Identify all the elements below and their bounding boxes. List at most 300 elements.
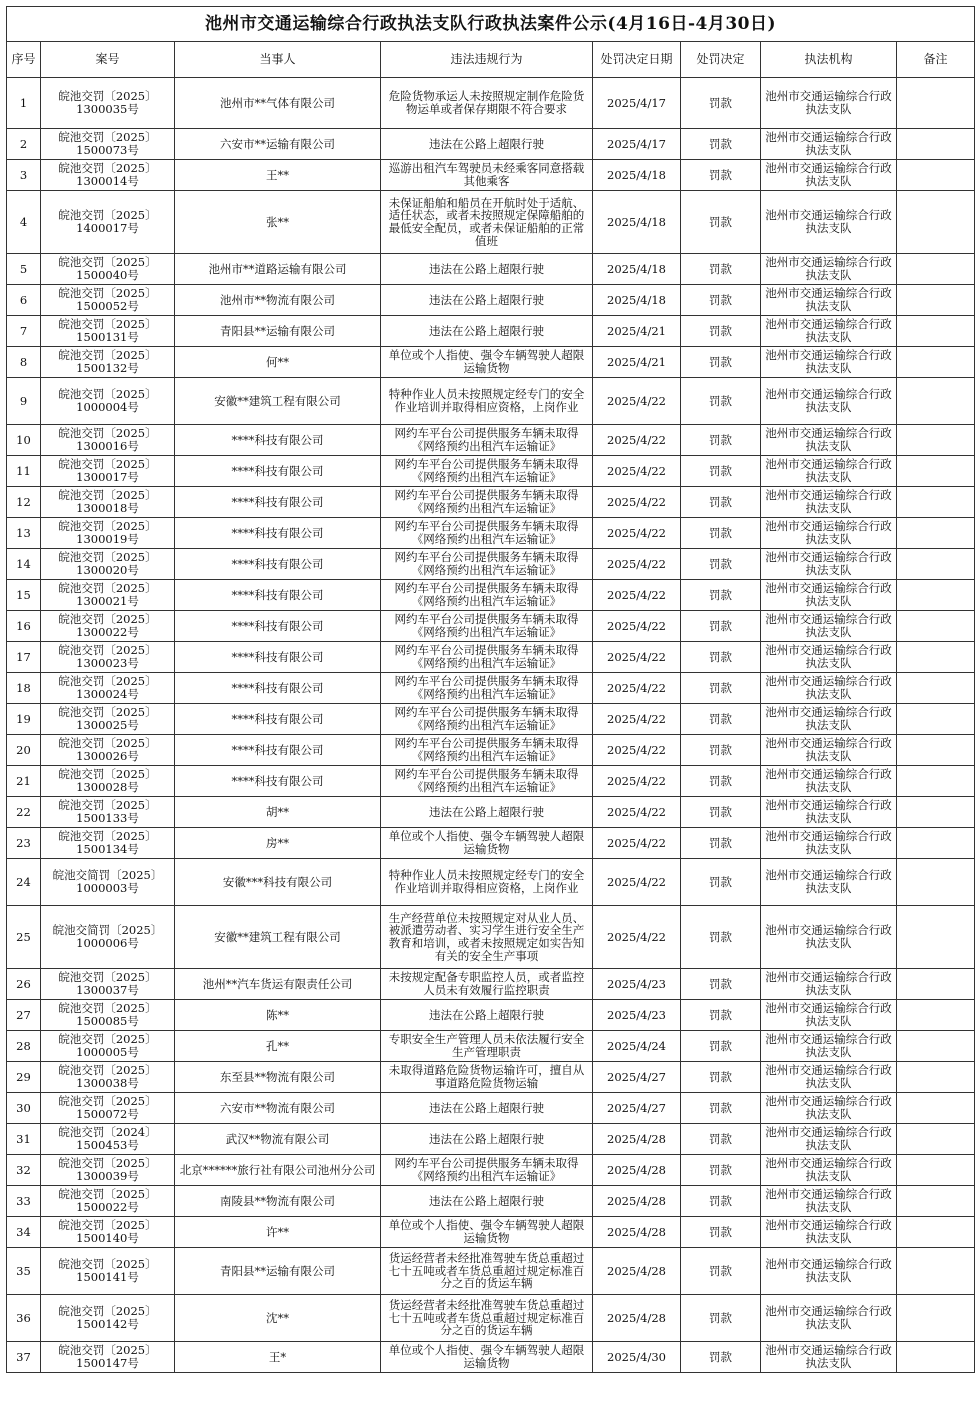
cell-decision: 罚款 bbox=[681, 160, 761, 191]
cell-party-name: ****科技有限公司 bbox=[175, 673, 381, 704]
cell-agency: 池州市交通运输综合行政执法支队 bbox=[761, 129, 897, 160]
cell-violation: 违法在公路上超限行驶 bbox=[381, 316, 593, 347]
cell-party-name: 池州**汽车货运有限责任公司 bbox=[175, 969, 381, 1000]
cell-note bbox=[897, 906, 975, 969]
cell-case-number: 皖池交罚〔2025〕1500085号 bbox=[41, 1000, 175, 1031]
cell-note bbox=[897, 456, 975, 487]
cell-party-name: 青阳县**运输有限公司 bbox=[175, 1248, 381, 1295]
cell-decision: 罚款 bbox=[681, 347, 761, 378]
cell-agency: 池州市交通运输综合行政执法支队 bbox=[761, 549, 897, 580]
table-row bbox=[7, 191, 975, 254]
cell-case-number: 皖池交罚〔2025〕1300038号 bbox=[41, 1062, 175, 1093]
cell-decision: 罚款 bbox=[681, 906, 761, 969]
cell-agency: 池州市交通运输综合行政执法支队 bbox=[761, 254, 897, 285]
cell-party-name: 池州市**气体有限公司 bbox=[175, 78, 381, 129]
cell-case-number: 皖池交罚〔2025〕1500052号 bbox=[41, 285, 175, 316]
cell-row-number: 35 bbox=[7, 1248, 41, 1295]
cell-decision-date: 2025/4/18 bbox=[593, 191, 681, 254]
cell-decision-date: 2025/4/22 bbox=[593, 378, 681, 425]
cell-note bbox=[897, 1217, 975, 1248]
cell-case-number: 皖池交罚〔2025〕1300019号 bbox=[41, 518, 175, 549]
cell-agency: 池州市交通运输综合行政执法支队 bbox=[761, 1155, 897, 1186]
cell-violation: 特种作业人员未按照规定经专门的安全作业培训并取得相应资格，上岗作业 bbox=[381, 859, 593, 906]
cell-case-number: 皖池交罚〔2025〕1300023号 bbox=[41, 642, 175, 673]
cell-row-number: 29 bbox=[7, 1062, 41, 1093]
table-row bbox=[7, 1342, 975, 1373]
cell-case-number: 皖池交罚〔2025〕1500132号 bbox=[41, 347, 175, 378]
cell-decision-date: 2025/4/22 bbox=[593, 906, 681, 969]
cell-decision-date: 2025/4/22 bbox=[593, 611, 681, 642]
cell-case-number: 皖池交罚〔2025〕1300024号 bbox=[41, 673, 175, 704]
cell-decision: 罚款 bbox=[681, 378, 761, 425]
cell-agency: 池州市交通运输综合行政执法支队 bbox=[761, 1062, 897, 1093]
cell-row-number: 36 bbox=[7, 1295, 41, 1342]
table-row bbox=[7, 316, 975, 347]
cell-decision: 罚款 bbox=[681, 797, 761, 828]
cell-decision-date: 2025/4/22 bbox=[593, 456, 681, 487]
cell-decision: 罚款 bbox=[681, 1000, 761, 1031]
table-row bbox=[7, 160, 975, 191]
cell-decision-date: 2025/4/18 bbox=[593, 285, 681, 316]
cell-note bbox=[897, 316, 975, 347]
cell-decision-date: 2025/4/22 bbox=[593, 425, 681, 456]
cell-agency: 池州市交通运输综合行政执法支队 bbox=[761, 797, 897, 828]
cell-decision-date: 2025/4/22 bbox=[593, 518, 681, 549]
cell-party-name: 东至县**物流有限公司 bbox=[175, 1062, 381, 1093]
cell-note bbox=[897, 797, 975, 828]
cell-decision-date: 2025/4/21 bbox=[593, 347, 681, 378]
cell-violation: 特种作业人员未按照规定经专门的安全作业培训并取得相应资格，上岗作业 bbox=[381, 378, 593, 425]
header-decision-date: 处罚决定日期 bbox=[593, 42, 681, 78]
cell-agency: 池州市交通运输综合行政执法支队 bbox=[761, 191, 897, 254]
cell-agency: 池州市交通运输综合行政执法支队 bbox=[761, 1248, 897, 1295]
cell-violation: 巡游出租汽车驾驶员未经乘客同意搭载其他乘客 bbox=[381, 160, 593, 191]
cell-decision: 罚款 bbox=[681, 580, 761, 611]
cell-decision: 罚款 bbox=[681, 1155, 761, 1186]
cell-case-number: 皖池交罚〔2025〕1400017号 bbox=[41, 191, 175, 254]
cell-agency: 池州市交通运输综合行政执法支队 bbox=[761, 518, 897, 549]
header-note: 备注 bbox=[897, 42, 975, 78]
cell-note bbox=[897, 378, 975, 425]
cell-row-number: 16 bbox=[7, 611, 41, 642]
cell-note bbox=[897, 673, 975, 704]
cell-row-number: 22 bbox=[7, 797, 41, 828]
table-row bbox=[7, 1093, 975, 1124]
cell-violation: 货运经营者未经批准驾驶车货总重超过七十五吨或者车货总重超过规定标准百分之百的货运车辆 bbox=[381, 1295, 593, 1342]
document-sheet bbox=[6, 6, 974, 1373]
cell-row-number: 11 bbox=[7, 456, 41, 487]
cell-note bbox=[897, 487, 975, 518]
cell-row-number: 9 bbox=[7, 378, 41, 425]
cell-decision-date: 2025/4/27 bbox=[593, 1093, 681, 1124]
cell-agency: 池州市交通运输综合行政执法支队 bbox=[761, 642, 897, 673]
cell-case-number: 皖池交罚〔2025〕1500142号 bbox=[41, 1295, 175, 1342]
cell-case-number: 皖池交罚〔2025〕1300014号 bbox=[41, 160, 175, 191]
cell-violation: 网约车平台公司提供服务车辆未取得《网络预约出租汽车运输证》 bbox=[381, 642, 593, 673]
cell-case-number: 皖池交罚〔2025〕1500072号 bbox=[41, 1093, 175, 1124]
header-violation: 违法违规行为 bbox=[381, 42, 593, 78]
table-row bbox=[7, 704, 975, 735]
cell-note bbox=[897, 580, 975, 611]
cell-decision-date: 2025/4/22 bbox=[593, 580, 681, 611]
cell-decision: 罚款 bbox=[681, 1248, 761, 1295]
cell-decision-date: 2025/4/22 bbox=[593, 673, 681, 704]
cell-note bbox=[897, 549, 975, 580]
cell-violation: 网约车平台公司提供服务车辆未取得《网络预约出租汽车运输证》 bbox=[381, 456, 593, 487]
cell-party-name: 池州市**物流有限公司 bbox=[175, 285, 381, 316]
cell-agency: 池州市交通运输综合行政执法支队 bbox=[761, 285, 897, 316]
cell-case-number: 皖池交罚〔2025〕1300028号 bbox=[41, 766, 175, 797]
cell-decision: 罚款 bbox=[681, 1124, 761, 1155]
cell-decision-date: 2025/4/22 bbox=[593, 704, 681, 735]
cell-violation: 违法在公路上超限行驶 bbox=[381, 1186, 593, 1217]
cell-decision: 罚款 bbox=[681, 191, 761, 254]
cell-party-name: 孔** bbox=[175, 1031, 381, 1062]
cell-agency: 池州市交通运输综合行政执法支队 bbox=[761, 1186, 897, 1217]
cell-violation: 违法在公路上超限行驶 bbox=[381, 797, 593, 828]
cell-violation: 违法在公路上超限行驶 bbox=[381, 1000, 593, 1031]
cell-decision-date: 2025/4/28 bbox=[593, 1155, 681, 1186]
cell-case-number: 皖池交罚〔2025〕1300020号 bbox=[41, 549, 175, 580]
cell-note bbox=[897, 766, 975, 797]
cell-note bbox=[897, 1155, 975, 1186]
table-row bbox=[7, 129, 975, 160]
cell-decision: 罚款 bbox=[681, 735, 761, 766]
cell-note bbox=[897, 254, 975, 285]
table-row bbox=[7, 828, 975, 859]
cell-agency: 池州市交通运输综合行政执法支队 bbox=[761, 1000, 897, 1031]
cell-violation: 违法在公路上超限行驶 bbox=[381, 285, 593, 316]
table-row bbox=[7, 1155, 975, 1186]
cell-case-number: 皖池交罚〔2025〕1300022号 bbox=[41, 611, 175, 642]
cell-party-name: ****科技有限公司 bbox=[175, 549, 381, 580]
cell-violation: 网约车平台公司提供服务车辆未取得《网络预约出租汽车运输证》 bbox=[381, 580, 593, 611]
cell-case-number: 皖池交罚〔2025〕1300025号 bbox=[41, 704, 175, 735]
header-party: 当事人 bbox=[175, 42, 381, 78]
cell-row-number: 31 bbox=[7, 1124, 41, 1155]
cell-party-name: ****科技有限公司 bbox=[175, 487, 381, 518]
cell-party-name: 池州市**道路运输有限公司 bbox=[175, 254, 381, 285]
cell-decision-date: 2025/4/17 bbox=[593, 78, 681, 129]
cell-decision-date: 2025/4/22 bbox=[593, 859, 681, 906]
cell-party-name: 胡** bbox=[175, 797, 381, 828]
cell-agency: 池州市交通运输综合行政执法支队 bbox=[761, 580, 897, 611]
cell-decision: 罚款 bbox=[681, 969, 761, 1000]
cell-row-number: 30 bbox=[7, 1093, 41, 1124]
cell-row-number: 18 bbox=[7, 673, 41, 704]
cell-decision: 罚款 bbox=[681, 456, 761, 487]
cell-decision-date: 2025/4/23 bbox=[593, 969, 681, 1000]
cell-agency: 池州市交通运输综合行政执法支队 bbox=[761, 1031, 897, 1062]
cell-violation: 单位或个人指使、强令车辆驾驶人超限运输货物 bbox=[381, 828, 593, 859]
table-row bbox=[7, 580, 975, 611]
cell-party-name: 青阳县**运输有限公司 bbox=[175, 316, 381, 347]
cell-violation: 未取得道路危险货物运输许可，擅自从事道路危险货物运输 bbox=[381, 1062, 593, 1093]
cell-party-name: 王* bbox=[175, 1342, 381, 1373]
cell-row-number: 14 bbox=[7, 549, 41, 580]
table-header-row bbox=[7, 42, 975, 78]
cell-row-number: 7 bbox=[7, 316, 41, 347]
cell-note bbox=[897, 129, 975, 160]
cell-row-number: 1 bbox=[7, 78, 41, 129]
cell-decision: 罚款 bbox=[681, 254, 761, 285]
table-row bbox=[7, 1124, 975, 1155]
cell-decision: 罚款 bbox=[681, 766, 761, 797]
cell-row-number: 3 bbox=[7, 160, 41, 191]
cell-row-number: 32 bbox=[7, 1155, 41, 1186]
cell-violation: 违法在公路上超限行驶 bbox=[381, 254, 593, 285]
cell-violation: 网约车平台公司提供服务车辆未取得《网络预约出租汽车运输证》 bbox=[381, 735, 593, 766]
cell-violation: 生产经营单位未按照规定对从业人员、被派遣劳动者、实习学生进行安全生产教育和培训，或者未按照规定如实告知有关的安全生产事项 bbox=[381, 906, 593, 969]
cell-decision-date: 2025/4/28 bbox=[593, 1295, 681, 1342]
table-row bbox=[7, 285, 975, 316]
cell-party-name: 沈** bbox=[175, 1295, 381, 1342]
table-row bbox=[7, 1000, 975, 1031]
cell-note bbox=[897, 704, 975, 735]
cell-party-name: 六安市**运输有限公司 bbox=[175, 129, 381, 160]
table-row bbox=[7, 859, 975, 906]
cell-note bbox=[897, 347, 975, 378]
cell-decision-date: 2025/4/28 bbox=[593, 1217, 681, 1248]
cell-note bbox=[897, 642, 975, 673]
cell-case-number: 皖池交罚〔2025〕1300021号 bbox=[41, 580, 175, 611]
cell-decision-date: 2025/4/24 bbox=[593, 1031, 681, 1062]
cell-decision-date: 2025/4/21 bbox=[593, 316, 681, 347]
cell-decision: 罚款 bbox=[681, 1342, 761, 1373]
cell-decision-date: 2025/4/18 bbox=[593, 254, 681, 285]
table-row bbox=[7, 797, 975, 828]
cell-agency: 池州市交通运输综合行政执法支队 bbox=[761, 766, 897, 797]
cell-violation: 危险货物承运人未按照规定制作危险货物运单或者保存期限不符合要求 bbox=[381, 78, 593, 129]
cell-note bbox=[897, 425, 975, 456]
cell-decision: 罚款 bbox=[681, 1031, 761, 1062]
cell-case-number: 皖池交罚〔2025〕1300016号 bbox=[41, 425, 175, 456]
cell-row-number: 26 bbox=[7, 969, 41, 1000]
cell-party-name: 安徽**建筑工程有限公司 bbox=[175, 906, 381, 969]
cell-note bbox=[897, 1342, 975, 1373]
cell-decision-date: 2025/4/27 bbox=[593, 1062, 681, 1093]
cell-decision: 罚款 bbox=[681, 1186, 761, 1217]
cell-agency: 池州市交通运输综合行政执法支队 bbox=[761, 1295, 897, 1342]
cell-violation: 违法在公路上超限行驶 bbox=[381, 1124, 593, 1155]
table-row bbox=[7, 378, 975, 425]
cell-decision: 罚款 bbox=[681, 487, 761, 518]
cell-decision-date: 2025/4/28 bbox=[593, 1124, 681, 1155]
header-case-number: 案号 bbox=[41, 42, 175, 78]
page-title: 池州市交通运输综合行政执法支队行政执法案件公示(4月16日-4月30日) bbox=[7, 7, 975, 42]
cell-decision: 罚款 bbox=[681, 704, 761, 735]
cell-decision: 罚款 bbox=[681, 78, 761, 129]
cell-case-number: 皖池交罚〔2025〕1000005号 bbox=[41, 1031, 175, 1062]
cell-note bbox=[897, 611, 975, 642]
cell-violation: 未保证船舶和船员在开航时处于适航、适任状态，或者未按照规定保障船舶的最低安全配员，或者未保证船舶的正常值班 bbox=[381, 191, 593, 254]
cell-party-name: 北京******旅行社有限公司池州分公司 bbox=[175, 1155, 381, 1186]
cell-agency: 池州市交通运输综合行政执法支队 bbox=[761, 487, 897, 518]
cell-violation: 网约车平台公司提供服务车辆未取得《网络预约出租汽车运输证》 bbox=[381, 766, 593, 797]
cell-decision-date: 2025/4/18 bbox=[593, 160, 681, 191]
table-row bbox=[7, 611, 975, 642]
cell-agency: 池州市交通运输综合行政执法支队 bbox=[761, 316, 897, 347]
cell-party-name: 许** bbox=[175, 1217, 381, 1248]
cell-decision: 罚款 bbox=[681, 1062, 761, 1093]
cell-party-name: ****科技有限公司 bbox=[175, 456, 381, 487]
cell-violation: 网约车平台公司提供服务车辆未取得《网络预约出租汽车运输证》 bbox=[381, 611, 593, 642]
cell-note bbox=[897, 1186, 975, 1217]
cell-decision: 罚款 bbox=[681, 1295, 761, 1342]
cell-row-number: 13 bbox=[7, 518, 41, 549]
cell-decision-date: 2025/4/22 bbox=[593, 642, 681, 673]
cell-decision: 罚款 bbox=[681, 828, 761, 859]
cell-violation: 网约车平台公司提供服务车辆未取得《网络预约出租汽车运输证》 bbox=[381, 487, 593, 518]
cell-violation: 单位或个人指使、强令车辆驾驶人超限运输货物 bbox=[381, 347, 593, 378]
cell-decision: 罚款 bbox=[681, 673, 761, 704]
cell-note bbox=[897, 191, 975, 254]
cell-case-number: 皖池交罚〔2025〕1300017号 bbox=[41, 456, 175, 487]
cell-case-number: 皖池交罚〔2025〕1500131号 bbox=[41, 316, 175, 347]
cell-row-number: 28 bbox=[7, 1031, 41, 1062]
table-body bbox=[7, 78, 975, 1373]
table-row bbox=[7, 425, 975, 456]
cell-case-number: 皖池交罚〔2025〕1500040号 bbox=[41, 254, 175, 285]
cell-decision-date: 2025/4/30 bbox=[593, 1342, 681, 1373]
case-table bbox=[6, 6, 975, 1373]
cell-case-number: 皖池交简罚〔2025〕1000003号 bbox=[41, 859, 175, 906]
cell-note bbox=[897, 1062, 975, 1093]
cell-party-name: 安徽**建筑工程有限公司 bbox=[175, 378, 381, 425]
cell-case-number: 皖池交罚〔2025〕1300018号 bbox=[41, 487, 175, 518]
cell-case-number: 皖池交罚〔2025〕1000004号 bbox=[41, 378, 175, 425]
table-row bbox=[7, 518, 975, 549]
header-decision: 处罚决定 bbox=[681, 42, 761, 78]
cell-case-number: 皖池交罚〔2024〕1500453号 bbox=[41, 1124, 175, 1155]
table-row bbox=[7, 1295, 975, 1342]
cell-row-number: 15 bbox=[7, 580, 41, 611]
cell-row-number: 21 bbox=[7, 766, 41, 797]
cell-violation: 网约车平台公司提供服务车辆未取得《网络预约出租汽车运输证》 bbox=[381, 673, 593, 704]
cell-violation: 网约车平台公司提供服务车辆未取得《网络预约出租汽车运输证》 bbox=[381, 518, 593, 549]
cell-party-name: ****科技有限公司 bbox=[175, 580, 381, 611]
cell-agency: 池州市交通运输综合行政执法支队 bbox=[761, 347, 897, 378]
cell-agency: 池州市交通运输综合行政执法支队 bbox=[761, 673, 897, 704]
cell-party-name: ****科技有限公司 bbox=[175, 518, 381, 549]
cell-violation: 货运经营者未经批准驾驶车货总重超过七十五吨或者车货总重超过规定标准百分之百的货运车辆 bbox=[381, 1248, 593, 1295]
cell-case-number: 皖池交罚〔2025〕1500141号 bbox=[41, 1248, 175, 1295]
cell-agency: 池州市交通运输综合行政执法支队 bbox=[761, 969, 897, 1000]
cell-agency: 池州市交通运输综合行政执法支队 bbox=[761, 828, 897, 859]
table-row bbox=[7, 1186, 975, 1217]
cell-row-number: 25 bbox=[7, 906, 41, 969]
cell-note bbox=[897, 1093, 975, 1124]
cell-note bbox=[897, 859, 975, 906]
cell-agency: 池州市交通运输综合行政执法支队 bbox=[761, 456, 897, 487]
cell-violation: 网约车平台公司提供服务车辆未取得《网络预约出租汽车运输证》 bbox=[381, 704, 593, 735]
cell-decision: 罚款 bbox=[681, 1217, 761, 1248]
cell-agency: 池州市交通运输综合行政执法支队 bbox=[761, 1124, 897, 1155]
cell-party-name: 武汉**物流有限公司 bbox=[175, 1124, 381, 1155]
cell-decision-date: 2025/4/22 bbox=[593, 735, 681, 766]
cell-row-number: 4 bbox=[7, 191, 41, 254]
cell-party-name: 南陵县**物流有限公司 bbox=[175, 1186, 381, 1217]
table-row bbox=[7, 642, 975, 673]
cell-row-number: 8 bbox=[7, 347, 41, 378]
cell-row-number: 6 bbox=[7, 285, 41, 316]
cell-agency: 池州市交通运输综合行政执法支队 bbox=[761, 704, 897, 735]
cell-row-number: 5 bbox=[7, 254, 41, 285]
cell-agency: 池州市交通运输综合行政执法支队 bbox=[761, 160, 897, 191]
cell-row-number: 17 bbox=[7, 642, 41, 673]
cell-violation: 网约车平台公司提供服务车辆未取得《网络预约出租汽车运输证》 bbox=[381, 1155, 593, 1186]
cell-violation: 违法在公路上超限行驶 bbox=[381, 1093, 593, 1124]
table-row bbox=[7, 1031, 975, 1062]
cell-note bbox=[897, 1248, 975, 1295]
cell-note bbox=[897, 828, 975, 859]
cell-row-number: 33 bbox=[7, 1186, 41, 1217]
cell-decision-date: 2025/4/22 bbox=[593, 797, 681, 828]
cell-agency: 池州市交通运输综合行政执法支队 bbox=[761, 611, 897, 642]
table-row bbox=[7, 347, 975, 378]
cell-case-number: 皖池交简罚〔2025〕1000006号 bbox=[41, 906, 175, 969]
cell-violation: 未按规定配备专职监控人员，或者监控人员未有效履行监控职责 bbox=[381, 969, 593, 1000]
cell-note bbox=[897, 285, 975, 316]
cell-case-number: 皖池交罚〔2025〕1500022号 bbox=[41, 1186, 175, 1217]
table-row bbox=[7, 1217, 975, 1248]
cell-case-number: 皖池交罚〔2025〕1500073号 bbox=[41, 129, 175, 160]
cell-party-name: ****科技有限公司 bbox=[175, 425, 381, 456]
cell-note bbox=[897, 518, 975, 549]
cell-decision-date: 2025/4/23 bbox=[593, 1000, 681, 1031]
cell-row-number: 37 bbox=[7, 1342, 41, 1373]
cell-agency: 池州市交通运输综合行政执法支队 bbox=[761, 1217, 897, 1248]
cell-party-name: ****科技有限公司 bbox=[175, 611, 381, 642]
cell-case-number: 皖池交罚〔2025〕1300026号 bbox=[41, 735, 175, 766]
table-row bbox=[7, 549, 975, 580]
cell-decision-date: 2025/4/22 bbox=[593, 549, 681, 580]
cell-row-number: 10 bbox=[7, 425, 41, 456]
cell-decision-date: 2025/4/22 bbox=[593, 487, 681, 518]
table-row bbox=[7, 456, 975, 487]
cell-decision: 罚款 bbox=[681, 611, 761, 642]
cell-violation: 单位或个人指使、强令车辆驾驶人超限运输货物 bbox=[381, 1342, 593, 1373]
cell-decision: 罚款 bbox=[681, 129, 761, 160]
cell-note bbox=[897, 735, 975, 766]
cell-agency: 池州市交通运输综合行政执法支队 bbox=[761, 1093, 897, 1124]
cell-case-number: 皖池交罚〔2025〕1500147号 bbox=[41, 1342, 175, 1373]
table-row bbox=[7, 487, 975, 518]
table-row bbox=[7, 766, 975, 797]
cell-decision: 罚款 bbox=[681, 316, 761, 347]
cell-violation: 单位或个人指使、强令车辆驾驶人超限运输货物 bbox=[381, 1217, 593, 1248]
cell-row-number: 2 bbox=[7, 129, 41, 160]
cell-party-name: 何** bbox=[175, 347, 381, 378]
cell-row-number: 34 bbox=[7, 1217, 41, 1248]
table-row bbox=[7, 969, 975, 1000]
table-row bbox=[7, 1248, 975, 1295]
cell-agency: 池州市交通运输综合行政执法支队 bbox=[761, 1342, 897, 1373]
cell-row-number: 12 bbox=[7, 487, 41, 518]
cell-decision: 罚款 bbox=[681, 642, 761, 673]
cell-row-number: 19 bbox=[7, 704, 41, 735]
cell-party-name: 六安市**物流有限公司 bbox=[175, 1093, 381, 1124]
cell-note bbox=[897, 1031, 975, 1062]
cell-party-name: 张** bbox=[175, 191, 381, 254]
cell-decision-date: 2025/4/28 bbox=[593, 1186, 681, 1217]
cell-note bbox=[897, 1295, 975, 1342]
table-row bbox=[7, 78, 975, 129]
cell-party-name: ****科技有限公司 bbox=[175, 735, 381, 766]
cell-row-number: 27 bbox=[7, 1000, 41, 1031]
cell-note bbox=[897, 1124, 975, 1155]
cell-row-number: 24 bbox=[7, 859, 41, 906]
